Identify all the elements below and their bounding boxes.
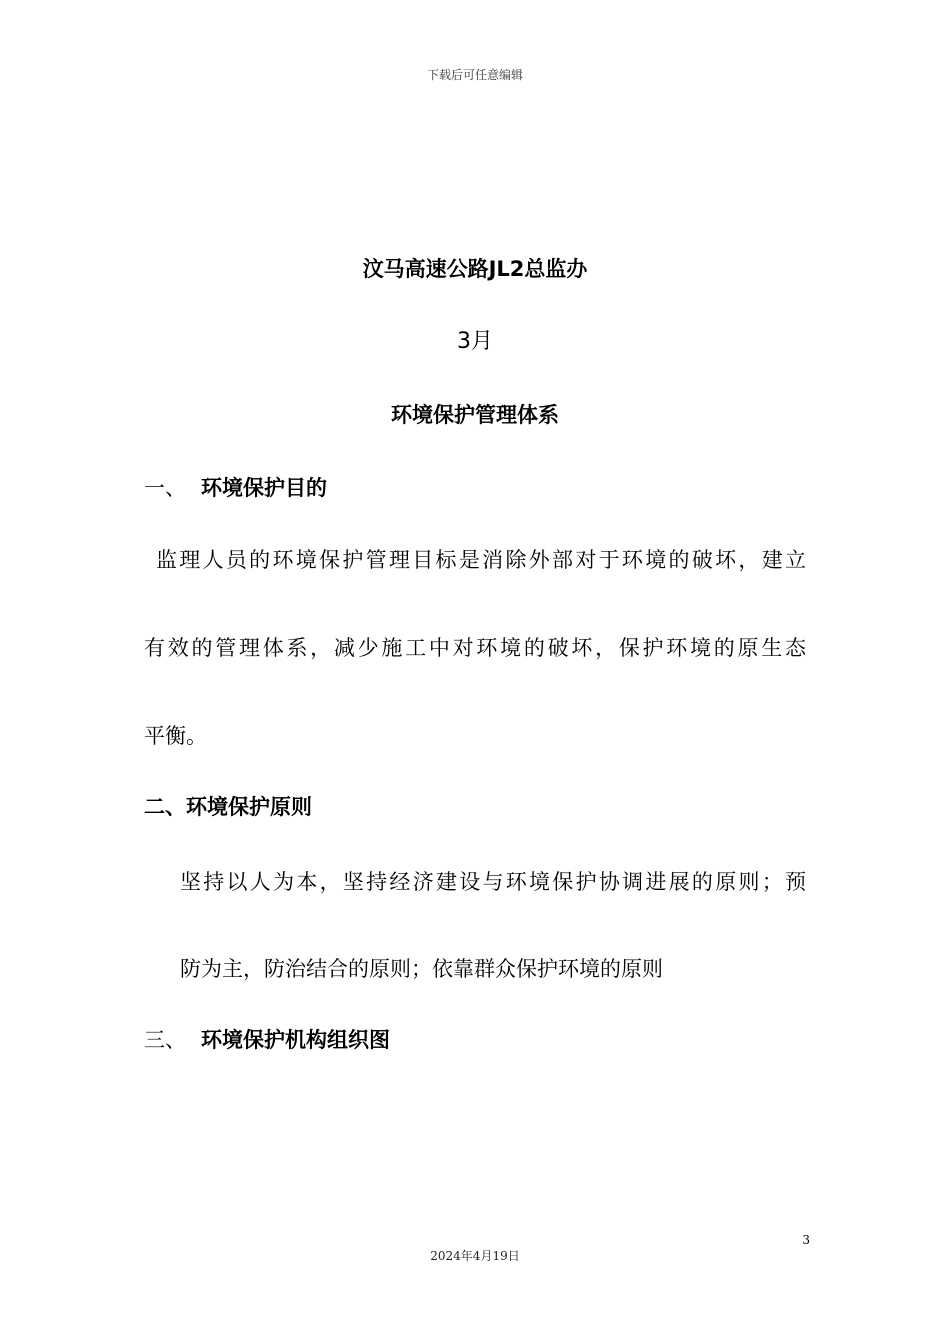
paragraph-line: 平衡。 bbox=[144, 724, 207, 748]
paragraph-line: 监理人员的环境保护管理目标是消除外部对于环境的破坏，建立 bbox=[156, 548, 806, 572]
document-title: 汶马高速公路JL2总监办 bbox=[362, 257, 588, 281]
section-title: 环境保护原则 bbox=[186, 795, 312, 819]
section-heading-purpose bbox=[144, 473, 327, 503]
section-title: 环境保护机构组织图 bbox=[201, 1028, 390, 1052]
document-subtitle: 环境保护管理体系 bbox=[391, 403, 559, 427]
footer-date: 2024年4月19日 bbox=[430, 1249, 520, 1263]
header-note: 下载后可任意编辑 bbox=[426, 68, 523, 82]
document-month: 3月 bbox=[457, 329, 493, 354]
paragraph-line: 防为主，防治结合的原则；依靠群众保护环境的原则 bbox=[180, 957, 663, 981]
section-number: 二、 bbox=[144, 795, 186, 819]
section-number: 三、 bbox=[144, 1028, 186, 1052]
page-number: 3 bbox=[802, 1233, 810, 1247]
section-title: 环境保护目的 bbox=[201, 476, 327, 500]
section-heading-principles bbox=[144, 792, 312, 822]
section-number: 一、 bbox=[144, 476, 186, 500]
paragraph-line: 有效的管理体系，减少施工中对环境的破坏，保护环境的原生态 bbox=[144, 636, 806, 660]
section-heading-org-chart bbox=[144, 1025, 390, 1055]
paragraph-line: 坚持以人为本，坚持经济建设与环境保护协调进展的原则；预 bbox=[180, 870, 806, 894]
